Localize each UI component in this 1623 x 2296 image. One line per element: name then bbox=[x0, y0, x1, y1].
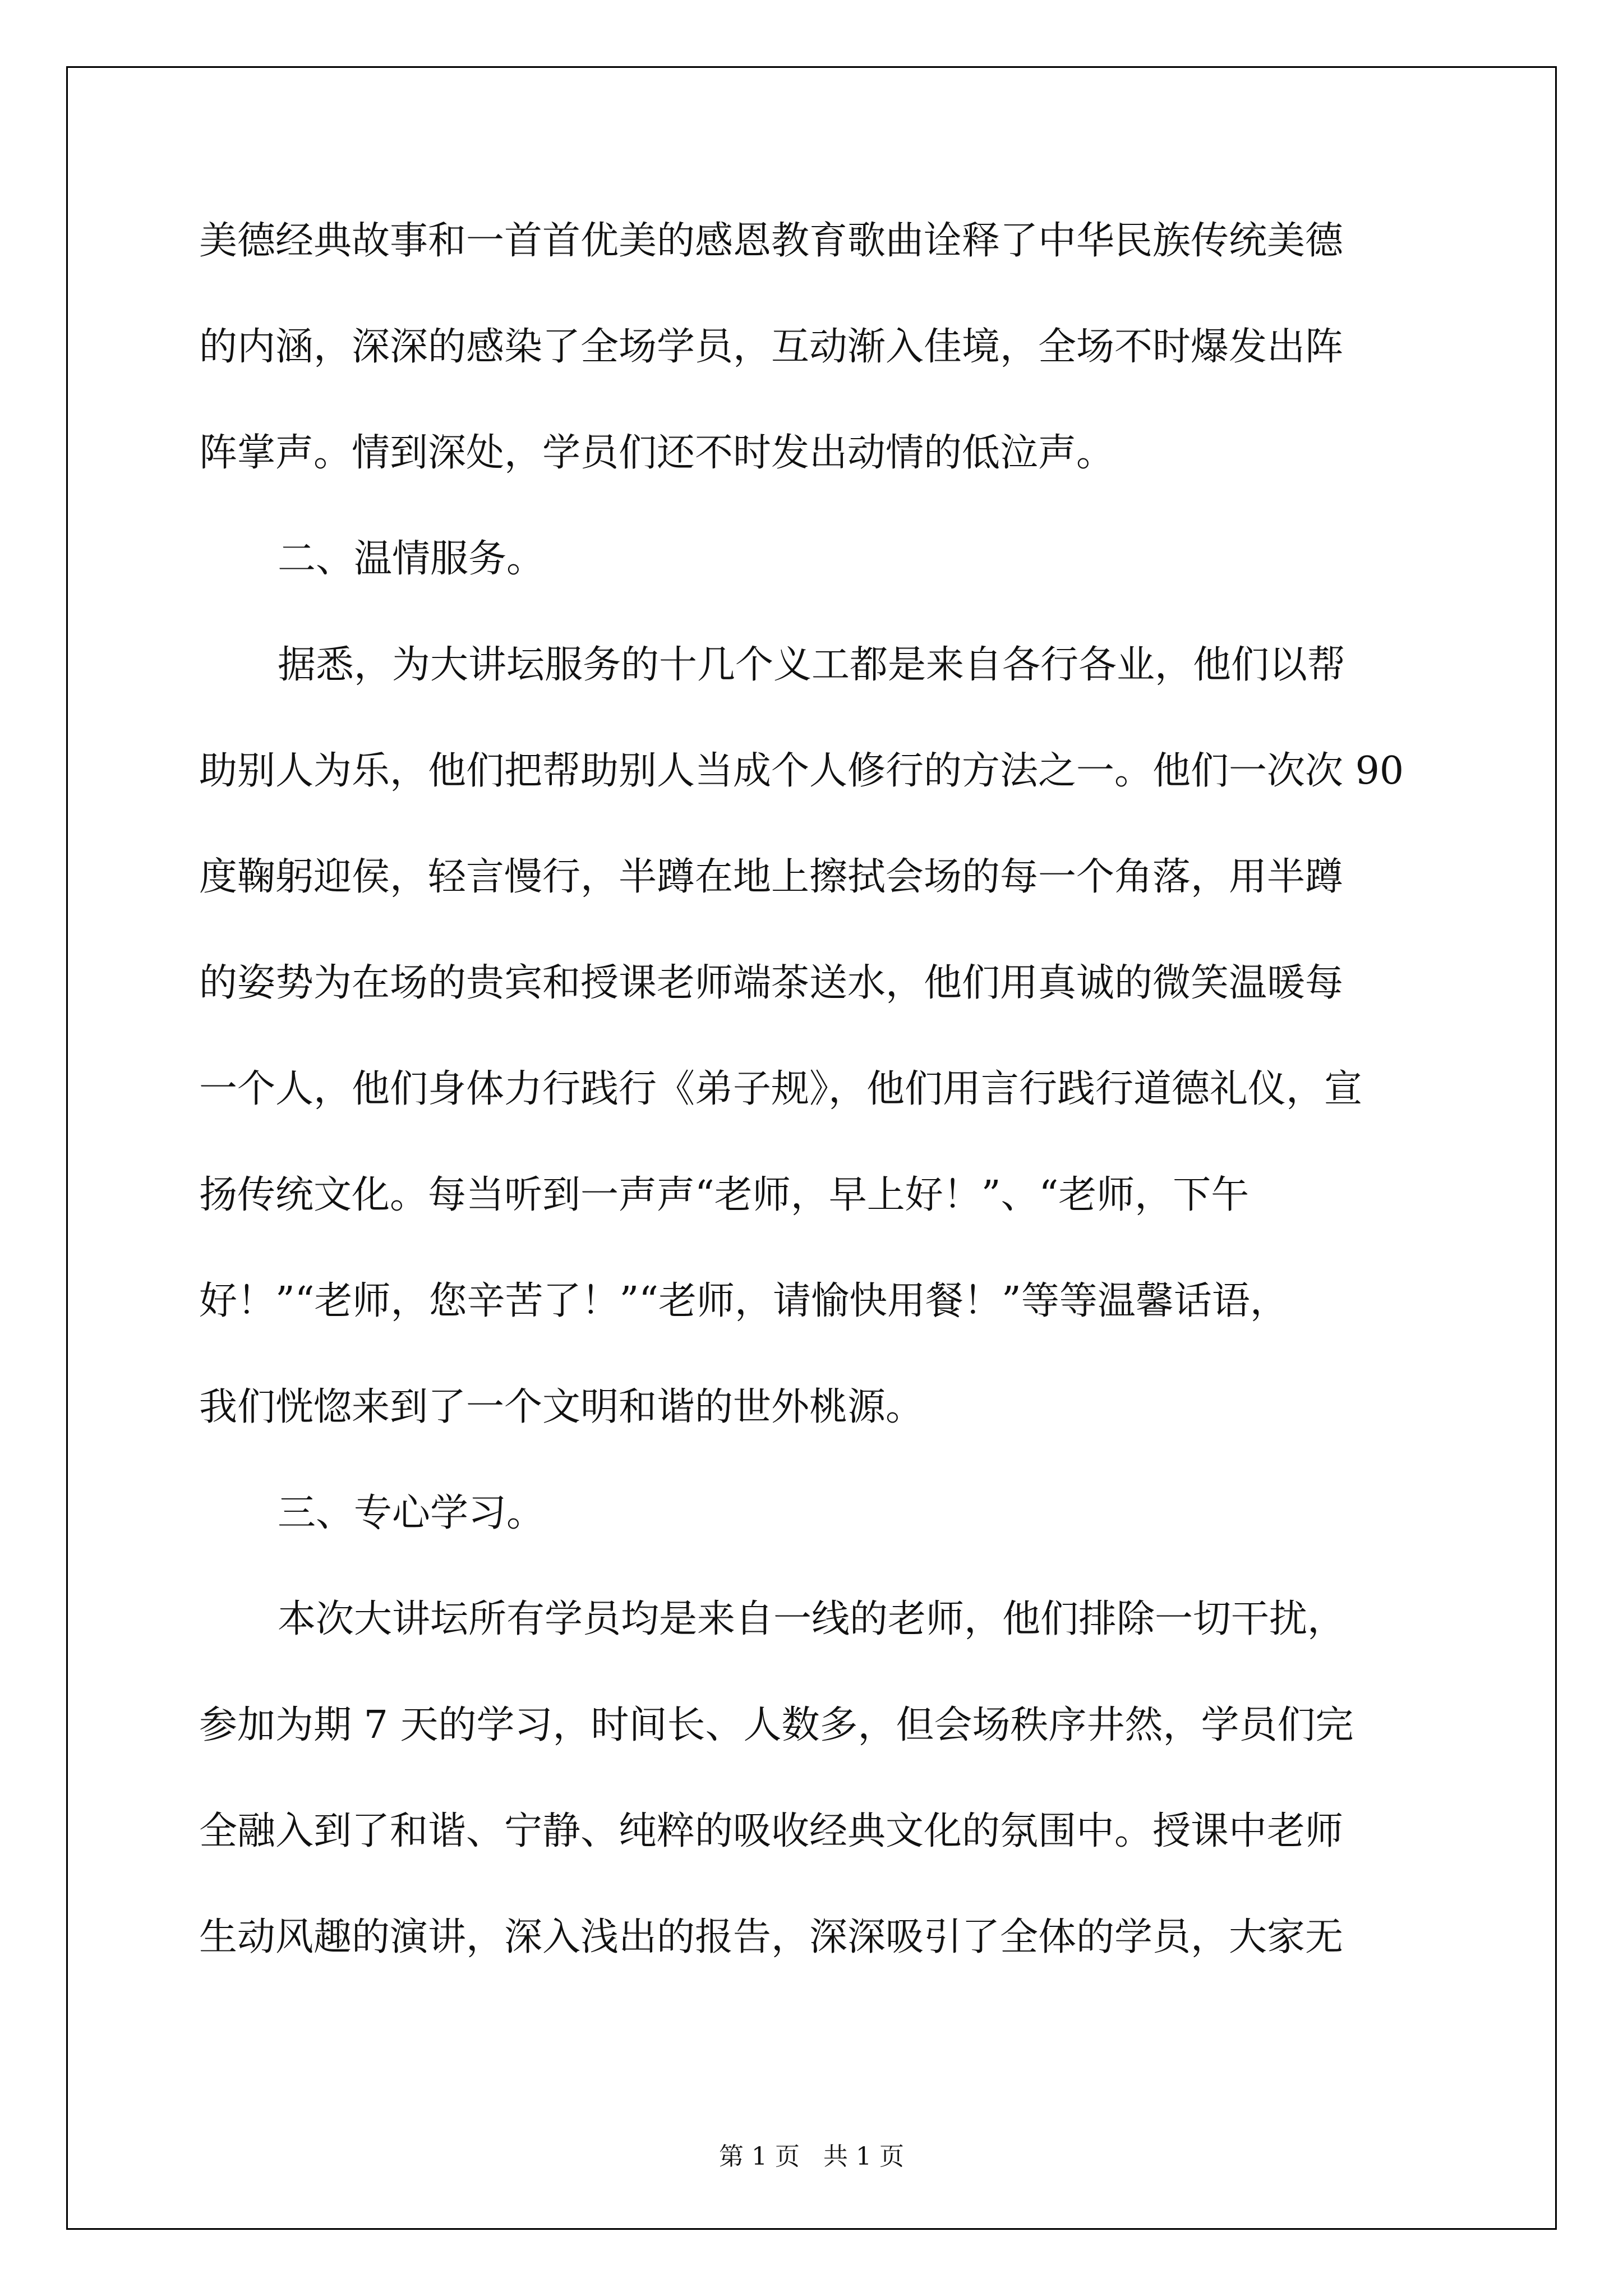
text-line: 美德经典故事和一首首优美的感恩教育歌曲诠释了中华民族传统美德 bbox=[199, 219, 1344, 263]
text-line: 一个人，他们身体力行践行《弟子规》，他们用言行践行道德礼仪，宣 bbox=[199, 1067, 1363, 1111]
page-number-footer: 第 1 页 共 1 页 bbox=[719, 2142, 904, 2171]
text-line: 扬传统文化。每当听到一声声“老师，早上好！”、“老师，下午 bbox=[199, 1173, 1249, 1217]
text-line: 度鞠躬迎侯，轻言慢行，半蹲在地上擦拭会场的每一个角落，用半蹲 bbox=[199, 855, 1344, 899]
text-line: 的内涵，深深的感染了全场学员，互动渐入佳境，全场不时爆发出阵 bbox=[199, 325, 1344, 369]
text-line: 据悉，为大讲坛服务的十几个义工都是来自各行各业，他们以帮 bbox=[278, 643, 1346, 687]
text-line: 阵掌声。情到深处，学员们还不时发出动情的低泣声。 bbox=[199, 431, 1115, 475]
text-line: 助别人为乐，他们把帮助别人当成个人修行的方法之一。他们一次次 90 bbox=[199, 749, 1404, 793]
text-line: 我们恍惚来到了一个文明和谐的世外桃源。 bbox=[199, 1385, 924, 1429]
text-line: 参加为期 7 天的学习，时间长、人数多，但会场秩序井然，学员们完 bbox=[199, 1703, 1354, 1747]
text-line: 好！”“老师，您辛苦了！”“老师，请愉快用餐！”等等温馨话语， bbox=[199, 1279, 1288, 1323]
text-line: 全融入到了和谐、宁静、纯粹的吸收经典文化的氛围中。授课中老师 bbox=[199, 1809, 1344, 1853]
text-line: 本次大讲坛所有学员均是来自一线的老师，他们排除一切干扰， bbox=[278, 1597, 1346, 1641]
section-heading: 三、专心学习。 bbox=[278, 1491, 545, 1535]
text-line: 的姿势为在场的贵宾和授课老师端茶送水，他们用真诚的微笑温暖每 bbox=[199, 961, 1344, 1005]
text-line: 生动风趣的演讲，深入浅出的报告，深深吸引了全体的学员，大家无 bbox=[199, 1915, 1344, 1959]
section-heading: 二、温情服务。 bbox=[278, 537, 545, 581]
page-border bbox=[66, 66, 1557, 2230]
